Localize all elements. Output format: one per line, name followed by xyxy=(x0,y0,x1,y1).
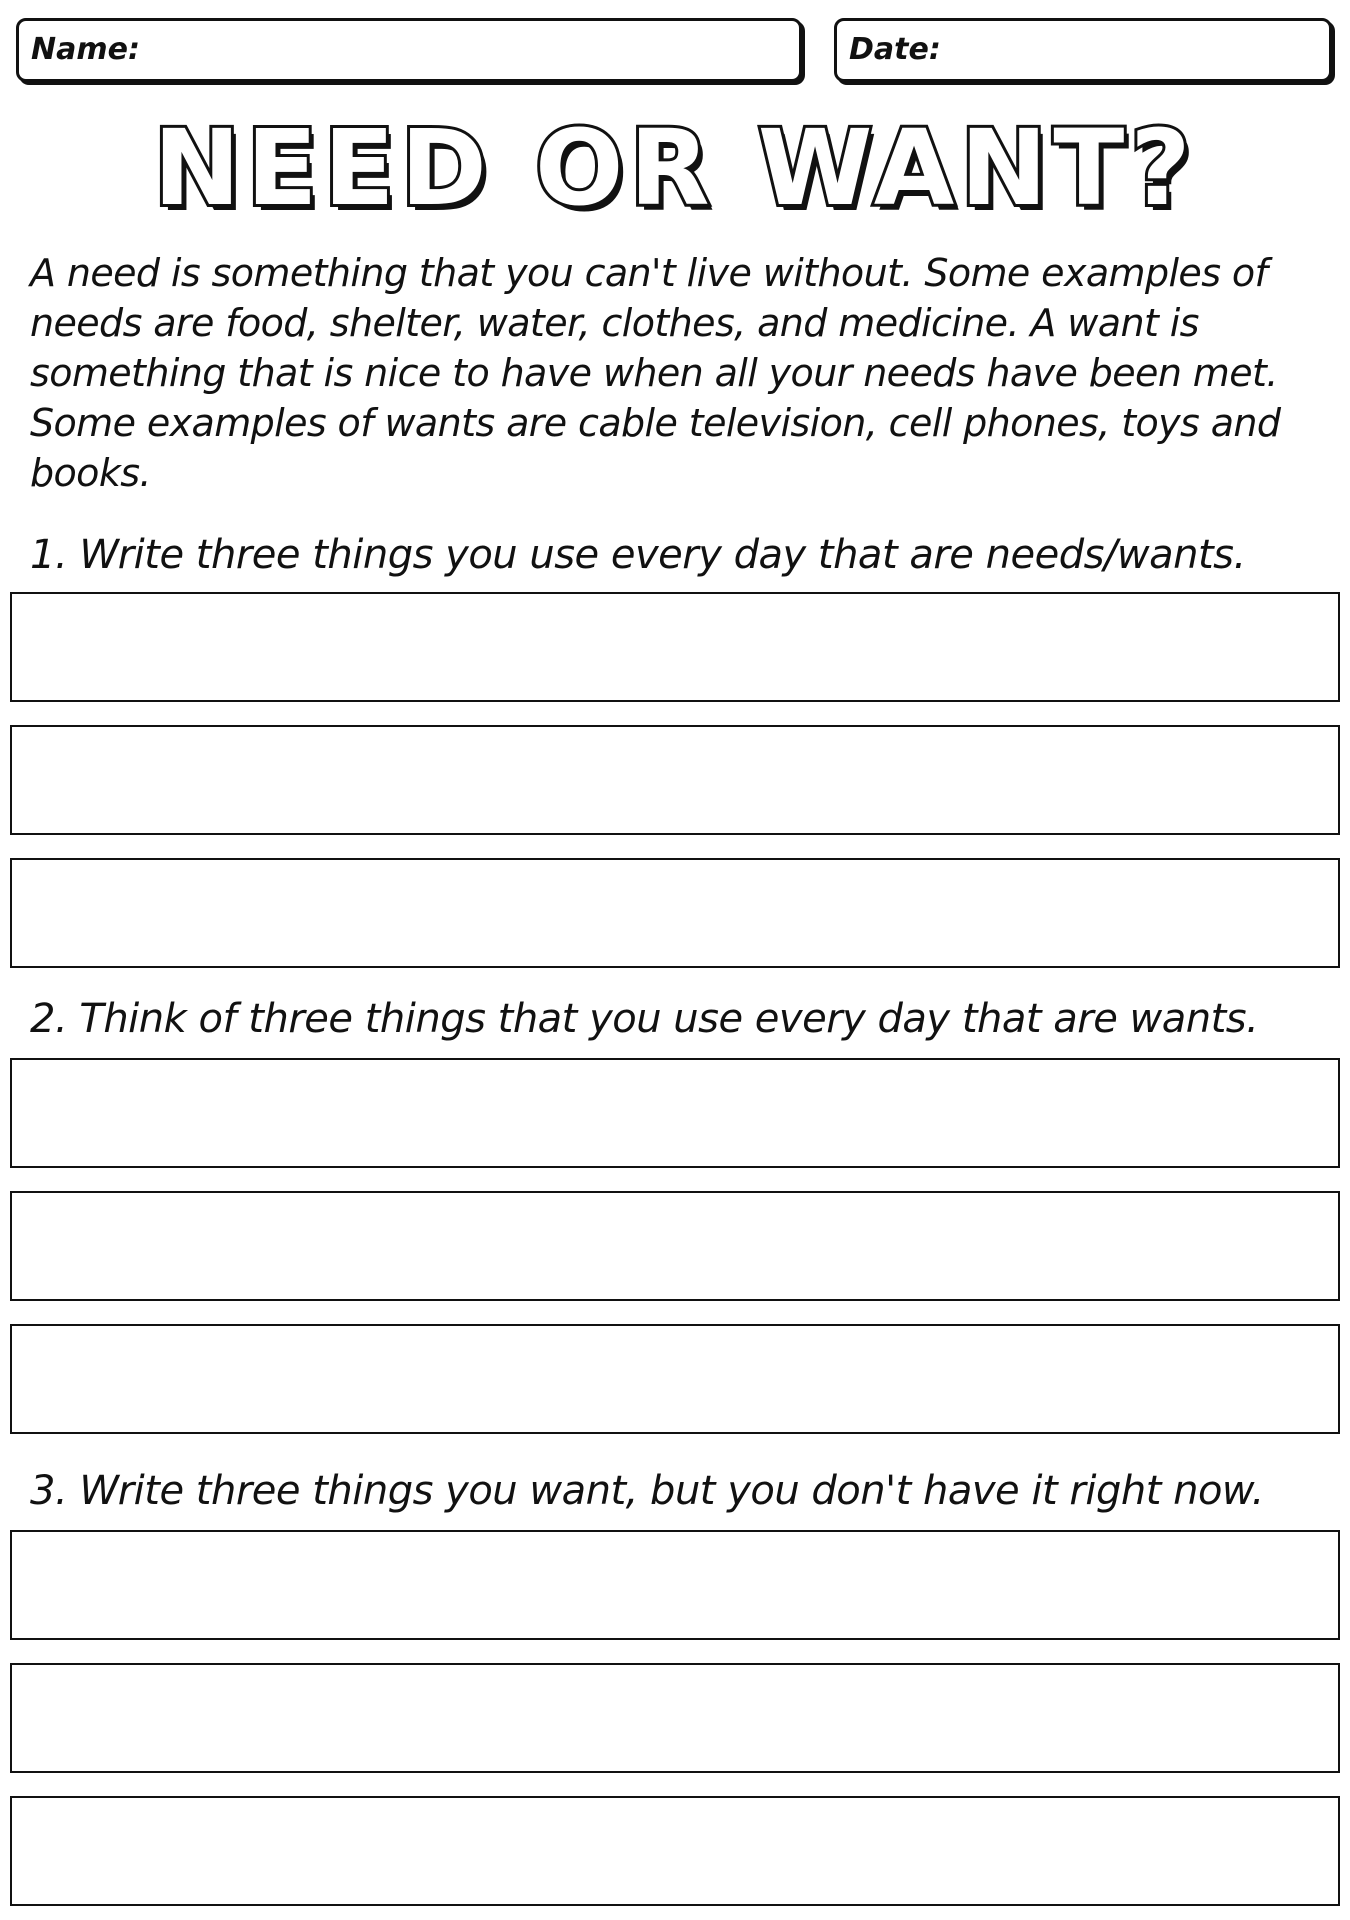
name-field[interactable] xyxy=(16,18,802,82)
question-2-answer-1[interactable] xyxy=(10,1058,1340,1168)
question-2-answer-2[interactable] xyxy=(10,1191,1340,1301)
intro-paragraph: A need is something that you can't live without. Some examples of needs are food, shelter, water, clothes, and medicine. A want is something that is nice to have when all your needs have been met. Some examples of wants are cable television, cell phones, toys and books. xyxy=(30,251,1281,495)
question-1-answer-2[interactable] xyxy=(10,725,1340,835)
question-3-prompt: 3. Write three things you want, but you don't have it right now. xyxy=(30,1468,1264,1514)
date-label: Date: xyxy=(849,32,941,67)
worksheet-title: NEED OR WANT? xyxy=(153,107,1197,229)
question-3-answer-1[interactable] xyxy=(10,1530,1340,1640)
name-label: Name: xyxy=(31,32,140,67)
question-3-answer-3[interactable] xyxy=(10,1796,1340,1906)
question-2-answer-3[interactable] xyxy=(10,1324,1340,1434)
question-1-answer-3[interactable] xyxy=(10,858,1340,968)
question-1-answer-1[interactable] xyxy=(10,592,1340,702)
question-2-prompt: 2. Think of three things that you use every day that are wants. xyxy=(30,996,1259,1042)
question-3-answer-2[interactable] xyxy=(10,1663,1340,1773)
question-1-prompt: 1. Write three things you use every day that are needs/wants. xyxy=(30,532,1246,578)
date-field[interactable] xyxy=(834,18,1332,82)
